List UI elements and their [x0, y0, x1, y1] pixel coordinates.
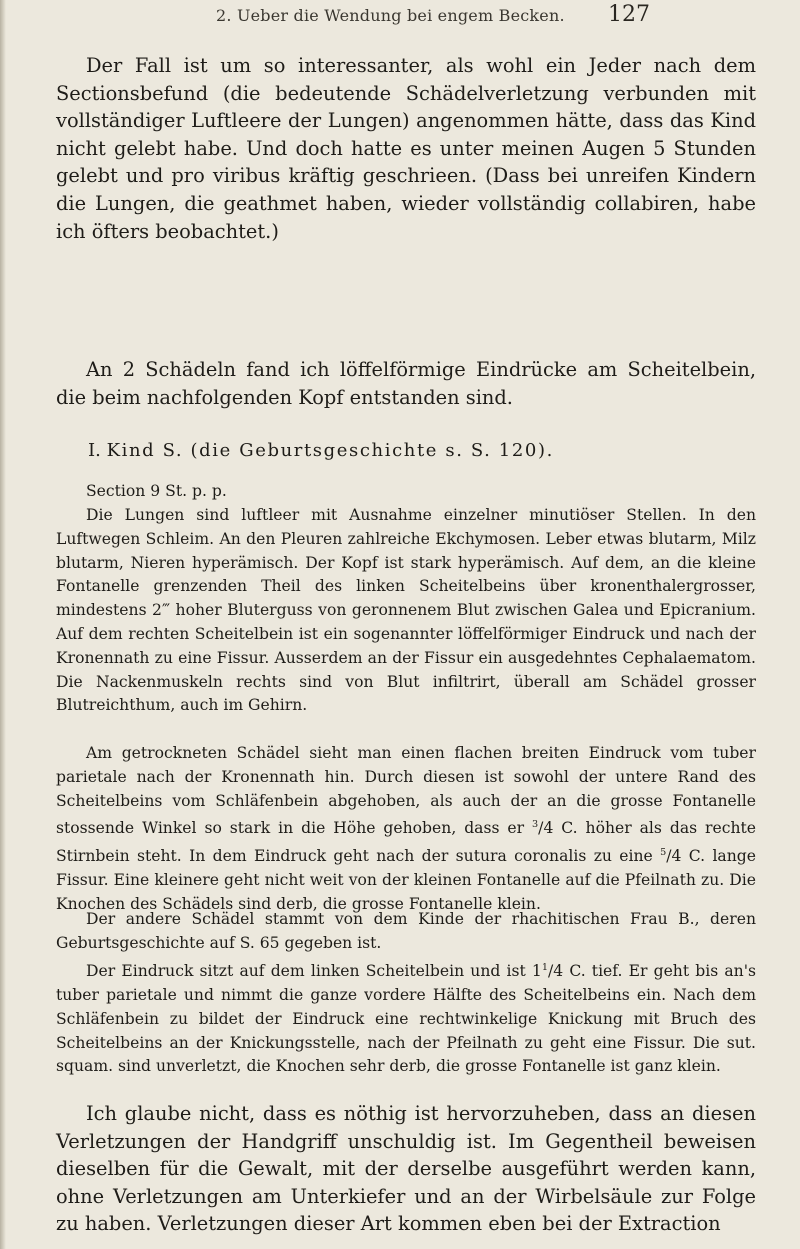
fraction-1-num: 3 [532, 819, 539, 831]
second-skull-paragraph: Der andere Schädel stammt von dem Kinde der rhachitischen Frau B., deren Geburtsgeschichte auf S. 65 gegeben ist. [56, 910, 756, 952]
intro-paragraph-1: Der Fall ist um so interessanter, als wohl ein Jeder nach dem Sectionsbefund (die bedeutende Schädelverletzung verbunden mit vollständiger Luftleere der Lungen) angenommen hätte, dass das Kind nicht gelebt habe. Und doch hatte es unter meinen Augen 5 Stunden gelebt und pro viribus kräftig geschrieen. (Dass bei unreifen Kindern die Lungen, die geathmet haben, wieder vollständig collabiren, habe ich öfters beobachtet.) [56, 54, 756, 243]
case-title: Kind S. (die Geburtsgeschichte s. S. 120). [106, 440, 554, 461]
running-title: 2. Ueber die Wendung bei engem Becken. [216, 6, 565, 25]
section-line: Section 9 St. p. p. [86, 482, 227, 500]
case-number: I. [88, 440, 101, 461]
impression-text-b: C. tief. Er geht bis an's tuber parietale und nimmt die ganze vordere Hälfte des Scheitelbeins ein. Nach dem Schläfenbein zu bildet der Eindruck eine rechtwinkelige Knickung mit Bruch des Scheitelbeins an der Knickungsstelle, nach der Pfeilnath zu geht eine Fissur. Die sut. squam. sind unverletzt, die Knochen sehr derb, die grosse Fontanelle ist ganz klein. [56, 962, 757, 1076]
intro-paragraph-2: An 2 Schädeln fand ich löffelförmige Eindrücke am Scheitelbein, die beim nachfolgenden Kopf entstanden sind. [56, 358, 756, 409]
fraction-1-den: 4 [543, 819, 554, 838]
impression-text-a: Der Eindruck sitzt auf dem linken Scheitelbein und ist 1 [86, 962, 542, 981]
findings-paragraph: Die Lungen sind luftleer mit Ausnahme einzelner minutiöser Stellen. In den Luftwegen Schleim. An den Pleuren zahlreiche Ekchymosen. Leber etwas blutarm, Milz blutarm, Nieren hyperämisch. Der Kopf ist stark hyperämisch. Auf dem, an die kleine Fontanelle grenzenden Theil des linken Scheitelbeins über kronenthalergrosser, mindestens 2‴ hoher Bluterguss von geronnenem Blut zwischen Galea und Epicranium. Auf dem rechten Scheitelbein ist ein sogenannter löffelförmiger Eindruck und nach der Kronennath zu eine Fissur. Ausserdem an der Fissur ein ausgedehntes Cephalaematom. Die Nackenmuskeln rechts sind von Blut infiltrirt, überall am Schädel grosser Blutreichthum, auch im Gehirn. [56, 506, 756, 715]
impression-paragraph: Der Eindruck sitzt auf dem linken Scheitelbein und ist $1^1/4$ C. tief. Er geht bis an's tuber parietale und nimmt die ganze vordere Hälfte des Scheitelbeins ein. Nach dem Schläfenbein zu bildet der Eindruck eine rechtwinkelige Knickung mit Bruch des Scheitelbeins an der Knickungsstelle, nach der Pfeilnath zu geht eine Fissur. Die sut. squam. sind unverletzt, die Knochen sehr derb, die grosse Fontanelle ist ganz klein. [56, 962, 757, 1076]
fraction-2-den: 4 [671, 847, 682, 866]
fraction-2-num: 5 [660, 847, 667, 859]
dried-skull-text-c: C. lange Fissur. Eine kleinere geht nicht weit von der kleinen Fontanelle auf die Pfeilnath zu. Die Knochen des Schädels sind derb, die grosse Fontanelle klein. [56, 847, 756, 914]
fraction-3-num: 1 [541, 962, 548, 973]
dried-skull-text-b: C. höher als das rechte Stirnbein steht. In dem Eindruck geht nach der sutura coronalis zu eine [56, 819, 756, 866]
dried-skull-text-a: Am getrockneten Schädel sieht man einen flachen breiten Eindruck vom tuber parietale nach der Kronennath hin. Durch diesen ist sowohl der untere Rand des Scheitelbeins vom Schläfenbein abgehoben, als auch der an die grosse Fontanelle stossende Winkel so stark in die Höhe gehoben, dass er [56, 744, 756, 838]
page-number: 127 [608, 2, 650, 27]
page-spine-shadow [0, 0, 6, 1249]
case-heading [88, 440, 554, 461]
dried-skull-paragraph: Am getrockneten Schädel sieht man einen flachen breiten Eindruck vom tuber parietale nach der Kronennath hin. Durch diesen ist sowohl der untere Rand des Scheitelbeins vom Schläfenbein abgehoben, als auch der an die grosse Fontanelle stossende Winkel so stark in die Höhe gehoben, dass er $^3$/4 C. höher als das rechte Stirnbein steht. In dem Eindruck geht nach der sutura coronalis zu eine $^5$/4 C. lange Fissur. Eine kleinere geht nicht weit von der kleinen Fontanelle auf die Pfeilnath zu. Die Knochen des Schädels sind derb, die grosse Fontanelle klein. [56, 744, 756, 914]
closing-paragraph: Ich glaube nicht, dass es nöthig ist hervorzuheben, dass an diesen Verletzungen der Handgriff unschuldig ist. Im Gegentheil beweisen dieselben für die Gewalt, mit der derselbe ausgeführt werden kann, ohne Verletzungen am Unterkiefer und an der Wirbelsäule zur Folge zu haben. Verletzungen dieser Art kommen eben bei der Extraction [56, 1102, 756, 1236]
fraction-3-den: 4 [553, 962, 564, 981]
running-header [0, 2, 800, 36]
